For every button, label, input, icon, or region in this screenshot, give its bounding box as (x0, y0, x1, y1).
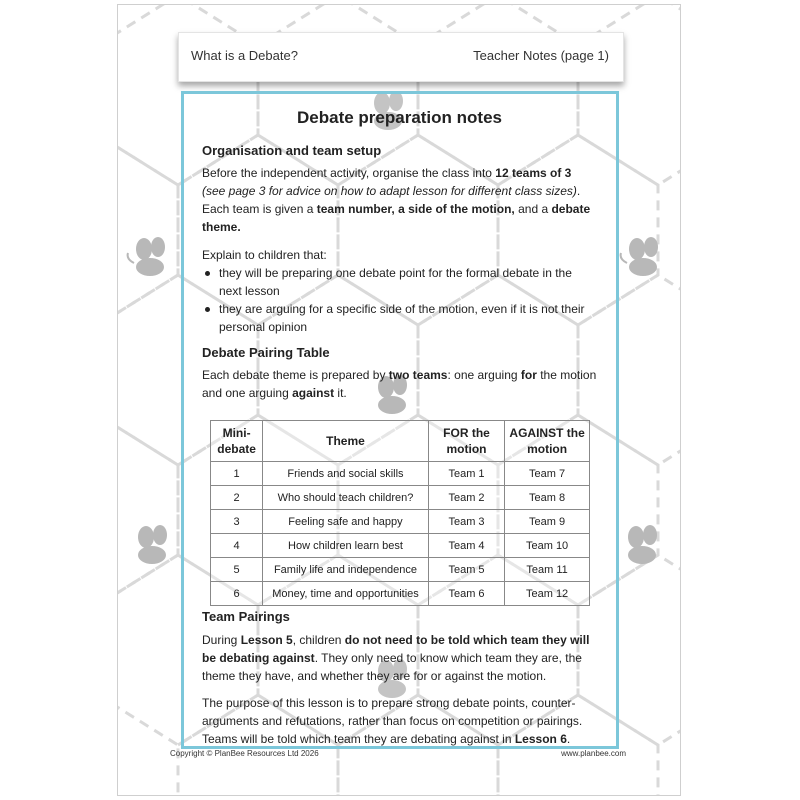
organisation-heading: Organisation and team setup (202, 143, 382, 158)
table-cell: Team 12 (505, 582, 590, 606)
table-cell: 3 (211, 510, 263, 534)
table-row (211, 510, 590, 534)
table-row (211, 558, 590, 582)
table-cell: Who should teach children? (263, 486, 429, 510)
bee-icon (612, 521, 672, 571)
team-pairings-heading: Team Pairings (202, 609, 290, 624)
purpose-paragraph: The purpose of this lesson is to prepare strong debate points, counter-arguments and refutations, rather than focus on competition or pairings. Teams will be told which team they are debating against in Lesson 6. (202, 696, 583, 746)
table-cell: Team 3 (428, 510, 504, 534)
table-row (211, 534, 590, 558)
table-cell: Team 2 (428, 486, 504, 510)
table-cell: Team 10 (505, 534, 590, 558)
table-cell: Team 9 (505, 510, 590, 534)
table-cell: 2 (211, 486, 263, 510)
worksheet-page (117, 4, 681, 796)
column-header: AGAINST the motion (505, 421, 590, 462)
table-cell: Feeling safe and happy (263, 510, 429, 534)
page-label: Teacher Notes (page 1) (473, 48, 609, 63)
column-header: Mini-debate (211, 421, 263, 462)
page-header (178, 32, 624, 82)
table-cell: Team 4 (428, 534, 504, 558)
table-cell: How children learn best (263, 534, 429, 558)
list-item: they will be preparing one debate point for the formal debate in the next lesson (202, 264, 597, 300)
table-cell: 5 (211, 558, 263, 582)
table-cell: Family life and independence (263, 558, 429, 582)
organisation-section (202, 142, 597, 336)
lesson-title: What is a Debate? (191, 48, 298, 63)
table-cell: 6 (211, 582, 263, 606)
bee-icon (120, 233, 180, 283)
debate-pairing-table (210, 420, 590, 606)
bee-icon (122, 521, 182, 571)
table-cell: Friends and social skills (263, 462, 429, 486)
pairing-section (202, 344, 597, 402)
table-row (211, 462, 590, 486)
column-header: FOR the motion (428, 421, 504, 462)
organisation-paragraph: Before the independent activity, organise the class into 12 teams of 3 (see page 3 for advice on how to adapt lesson for different class sizes). Each team is given a team number, a side of the motion, and a debate theme. (202, 166, 591, 234)
table-cell: Team 1 (428, 462, 504, 486)
explain-list (202, 264, 597, 336)
table-cell: Team 8 (505, 486, 590, 510)
table-row (211, 582, 590, 606)
pairing-heading: Debate Pairing Table (202, 345, 330, 360)
explain-intro: Explain to children that: (202, 248, 327, 262)
notes-panel (181, 91, 619, 749)
table-cell: Team 7 (505, 462, 590, 486)
bee-icon (613, 233, 673, 283)
table-cell: Money, time and opportunities (263, 582, 429, 606)
page-title: Debate preparation notes (297, 108, 502, 127)
table-header-row (211, 421, 590, 462)
table-cell: 4 (211, 534, 263, 558)
table-row (211, 486, 590, 510)
table-cell: Team 6 (428, 582, 504, 606)
website-link[interactable]: www.planbee.com (561, 749, 626, 758)
table-cell: 1 (211, 462, 263, 486)
team-pairings-section (202, 608, 597, 748)
copyright-notice: Copyright © PlanBee Resources Ltd 2026 (170, 749, 319, 758)
list-item: they are arguing for a specific side of the motion, even if it is not their personal opinion (202, 300, 597, 336)
table-cell: Team 5 (428, 558, 504, 582)
team-pairings-paragraph: During Lesson 5, children do not need to be told which team they will be debating against. They only need to know which team they are, the theme they have, and whether they are for or against the motion. (202, 633, 590, 683)
pairing-paragraph: Each debate theme is prepared by two teams: one arguing for the motion and one arguing against it. (202, 368, 597, 400)
column-header: Theme (263, 421, 429, 462)
table-cell: Team 11 (505, 558, 590, 582)
